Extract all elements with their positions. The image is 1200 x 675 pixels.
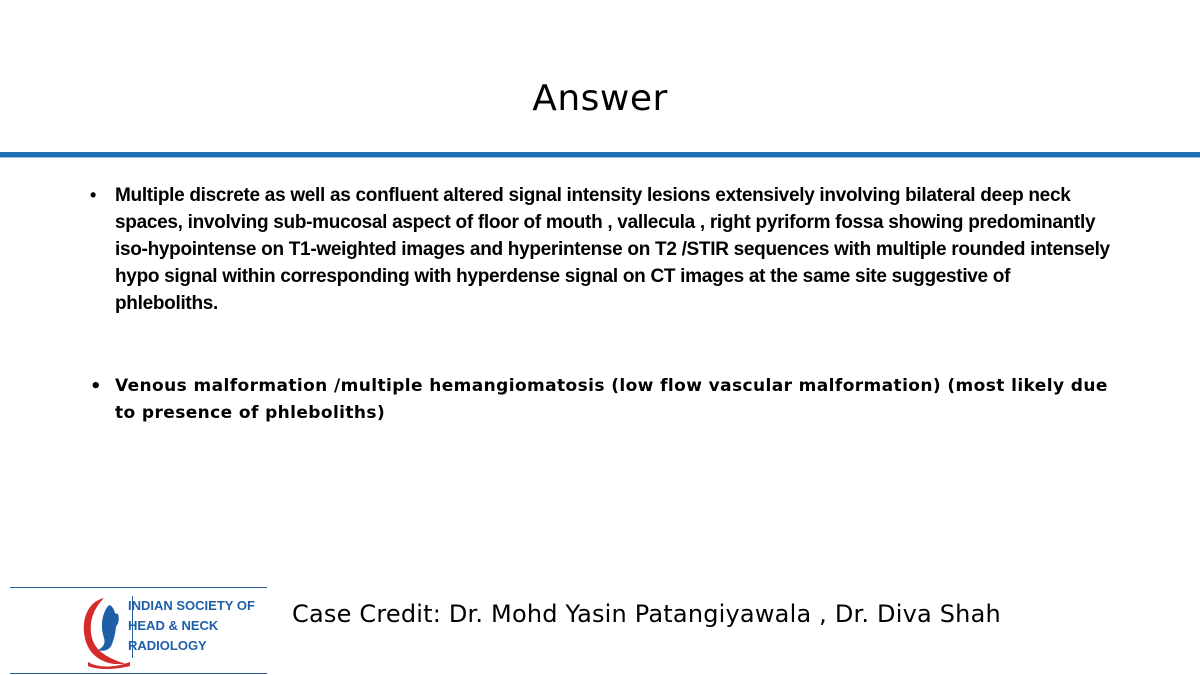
bullet-text-findings: Multiple discrete as well as confluent altered signal intensity lesions extensively involving bilateral deep neck spaces, involving sub-mucosal aspect of floor of mouth , vallecula , right pyriform fossa showing predominantly iso-hypointense on T1-weighted images and hyperintense on T2 /STIR sequences with multiple rounded intensely hypo signal within corresponding with hyperdense signal on CT images at the same site suggestive of phleboliths. (115, 185, 1110, 314)
logo-line-1: INDIAN SOCIETY OF (128, 598, 255, 613)
head-profile-logo-icon (74, 592, 134, 670)
title-divider-shadow (0, 157, 1200, 158)
case-credit: Case Credit: Dr. Mohd Yasin Patangiyawala , Dr. Diva Shah (292, 600, 1001, 628)
slide-title: Answer (532, 78, 668, 119)
logo-line-2: HEAD & NECK (128, 618, 219, 633)
society-logo (10, 587, 267, 674)
bullet-marker: • (90, 376, 102, 397)
logo-line-3: RADIOLOGY (128, 638, 207, 653)
bullet-item-diagnosis (90, 373, 1110, 427)
bullet-list (90, 182, 1110, 427)
bullet-marker: • (90, 185, 97, 205)
bullet-text-diagnosis: Venous malformation /multiple hemangiomatosis (low flow vascular malformation) (most likely due to presence of phleboliths) (115, 376, 1108, 423)
bullet-item-findings (90, 182, 1110, 317)
logo-text (128, 596, 255, 656)
